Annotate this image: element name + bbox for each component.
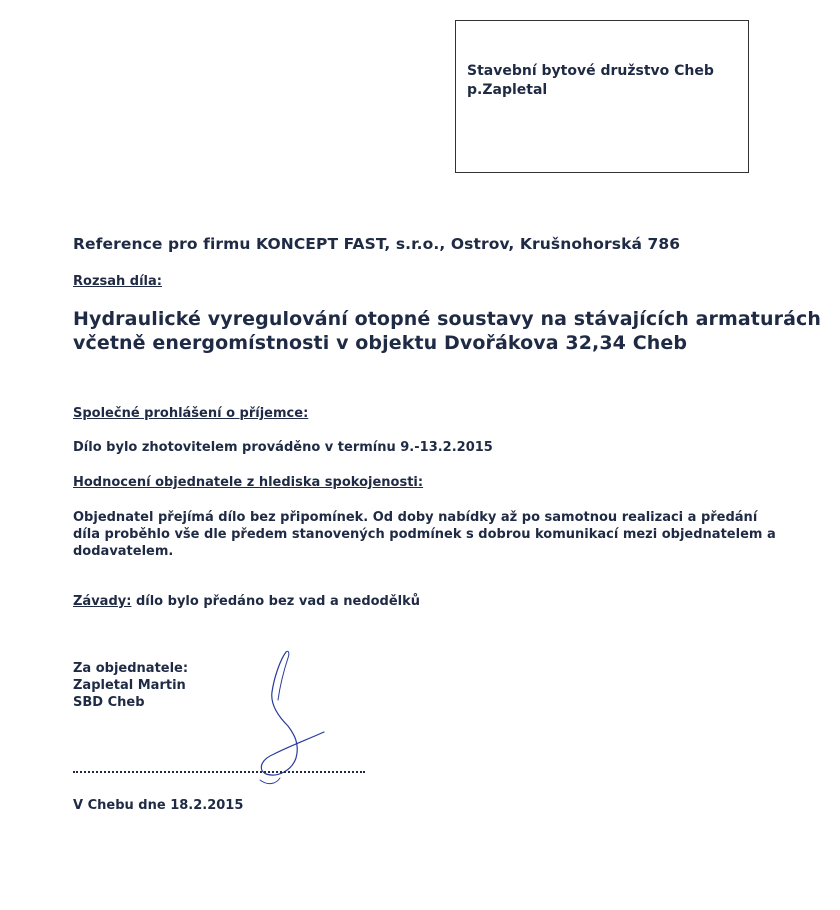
evaluation-line-1: Objednatel přejímá dílo bez připomínek. Od doby nabídky až po samotnou realizaci a předání <box>73 510 758 525</box>
declaration-text: Dílo bylo zhotovitelem prováděno v termínu 9.-13.2.2015 <box>73 440 493 455</box>
signature-line <box>73 771 365 773</box>
signatory-line-3: SBD Cheb <box>73 695 145 710</box>
declaration-heading: Společné prohlášení o příjemce: <box>73 406 309 421</box>
recipient-line-1: Stavební bytové družstvo Cheb <box>467 63 714 79</box>
recipient-line-2: p.Zapletal <box>467 82 548 98</box>
signatory-line-2: Zapletal Martin <box>73 678 186 693</box>
defects-label: Závady: <box>73 594 132 609</box>
reference-title: Reference pro firmu KONCEPT FAST, s.r.o., Ostrov, Krušnohorská 786 <box>73 235 681 253</box>
scope-heading: Rozsah díla: <box>73 274 162 289</box>
scope-title-line-1: Hydraulické vyregulování otopné soustavy na stávajících armaturách <box>73 308 821 330</box>
defects-text: dílo bylo předáno bez vad a nedodělků <box>135 594 421 609</box>
handwritten-signature <box>250 640 350 790</box>
evaluation-heading: Hodnocení objednatele z hlediska spokojenosti: <box>73 475 424 490</box>
recipient-address-box <box>455 20 749 173</box>
signatory-line-1: Za objednatele: <box>73 661 189 676</box>
place-date: V Chebu dne 18.2.2015 <box>73 798 244 813</box>
defects-row <box>73 594 420 609</box>
evaluation-line-3: dodavatelem. <box>73 544 174 559</box>
scope-title-line-2: včetně energomístnosti v objektu Dvořákova 32,34 Cheb <box>73 332 688 354</box>
evaluation-line-2: díla proběhlo vše dle předem stanovených podmínek s dobrou komunikací mezi objednatelem a <box>73 527 776 542</box>
